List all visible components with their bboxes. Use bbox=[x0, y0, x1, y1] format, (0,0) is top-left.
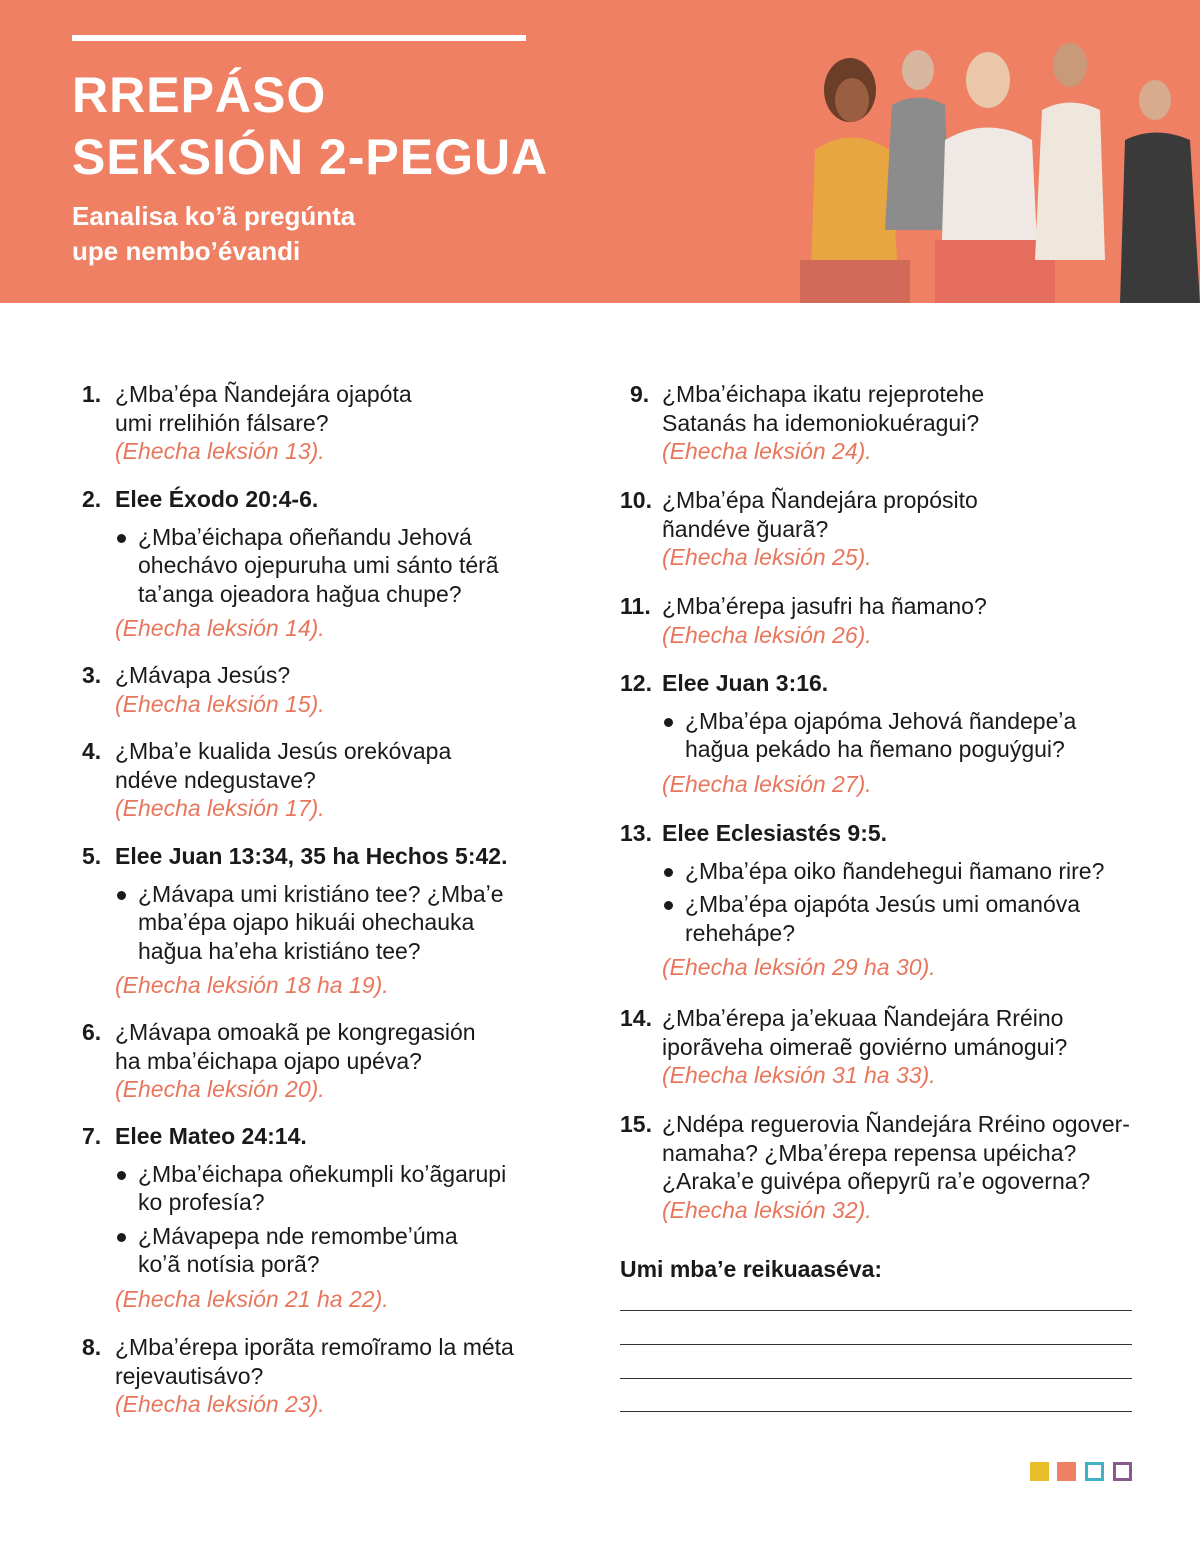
lesson-reference: (Ehecha leksión 31 ha 33). bbox=[662, 1062, 936, 1088]
question-text: ¿Mbaʼérepa jasufri ha ñamano? bbox=[662, 593, 987, 619]
lesson-reference: (Ehecha leksión 14). bbox=[115, 615, 325, 641]
note-line[interactable] bbox=[620, 1378, 1132, 1379]
note-line[interactable] bbox=[620, 1411, 1132, 1412]
question-6 bbox=[82, 1018, 532, 1104]
question-7 bbox=[82, 1122, 532, 1313]
question-9 bbox=[620, 380, 1140, 466]
question-text: ¿Mbaʼérepa jaʼekuaa Ñandejára Rréino bbox=[662, 1005, 1064, 1031]
scripture-heading: Elee Eclesiastés 9:5. bbox=[662, 820, 888, 846]
question-text: namaha? ¿Mbaʼérepa repensa upéicha? bbox=[662, 1139, 1077, 1166]
lesson-reference: (Ehecha leksión 15). bbox=[115, 690, 325, 717]
note-line[interactable] bbox=[620, 1310, 1132, 1311]
bullet-text: ¿Mbaʼépa ojapóta Jesús umi omanóva bbox=[685, 891, 1081, 917]
bullet-text: hağua pekádo ha ñemano poguýgui? bbox=[685, 736, 1065, 762]
bullet-text: ¿Mávapepa nde remombeʼúma bbox=[138, 1222, 458, 1249]
question-number: 11. bbox=[620, 593, 651, 619]
question-14 bbox=[620, 1004, 1140, 1090]
question-text: ¿Arakaʼe guivépa oñepyrũ raʼe ogoverna? bbox=[662, 1168, 1091, 1194]
question-number: 9. bbox=[630, 381, 650, 407]
question-number: 3. bbox=[82, 662, 102, 688]
scripture-heading: Elee Juan 3:16. bbox=[662, 670, 829, 696]
bullet-text: koʼã notísia porã? bbox=[138, 1251, 320, 1277]
scripture-heading: Elee Juan 13:34, 35 ha Hechos 5:42. bbox=[115, 843, 508, 869]
question-number: 12. bbox=[620, 670, 652, 696]
lesson-reference: (Ehecha leksión 25). bbox=[662, 544, 872, 570]
question-number: 5. bbox=[82, 843, 102, 869]
question-text: ha mbaʼéichapa ojapo upéva? bbox=[115, 1047, 422, 1074]
question-text: ¿Mbaʼépa Ñandejára propósito bbox=[662, 487, 978, 513]
bullet-text: hağua haʼeha kristiáno tee? bbox=[138, 937, 421, 964]
teal-outline-square-icon bbox=[1085, 1462, 1104, 1481]
question-number: 13. bbox=[620, 820, 652, 846]
lesson-reference: (Ehecha leksión 13). bbox=[115, 438, 325, 464]
question-number: 1. bbox=[82, 381, 102, 407]
subtitle-line-2: upe nemboʼévandi bbox=[72, 236, 301, 266]
title-line-2: SEKSIÓN 2-PEGUA bbox=[72, 129, 549, 185]
bullet-text: mbaʼépa ojapo hikuái ohechauka bbox=[138, 909, 475, 935]
question-text: ¿Mbaʼe kualida Jesús orekóvapa bbox=[115, 738, 452, 764]
question-15 bbox=[620, 1110, 1180, 1224]
question-number: 10. bbox=[620, 487, 652, 513]
lesson-reference: (Ehecha leksión 24). bbox=[662, 438, 872, 464]
page-title bbox=[72, 64, 548, 188]
bullet-item bbox=[115, 1160, 532, 1217]
purple-outline-square-icon bbox=[1113, 1462, 1132, 1481]
bullet-item bbox=[115, 523, 532, 609]
question-text: ndéve ndegustave? bbox=[115, 766, 316, 793]
question-8 bbox=[82, 1333, 542, 1419]
question-1 bbox=[82, 380, 532, 466]
scripture-heading: Elee Mateo 24:14. bbox=[115, 1123, 307, 1149]
lesson-reference: (Ehecha leksión 17). bbox=[115, 795, 325, 821]
lesson-reference: (Ehecha leksión 18 ha 19). bbox=[115, 972, 389, 998]
header-banner bbox=[0, 0, 1200, 303]
bullet-item bbox=[115, 880, 542, 966]
question-number: 8. bbox=[82, 1334, 102, 1360]
question-text: iporãveha oimeraẽ goviérno umánogui? bbox=[662, 1033, 1068, 1060]
question-4 bbox=[82, 737, 532, 823]
lesson-reference: (Ehecha leksión 29 ha 30). bbox=[662, 954, 936, 980]
question-5 bbox=[82, 842, 542, 1000]
scripture-heading: Elee Éxodo 20:4-6. bbox=[115, 486, 319, 512]
bullet-item bbox=[115, 1222, 532, 1279]
notes-heading: Umi mbaʼe reikuaaséva: bbox=[620, 1256, 883, 1282]
bullet-text: ¿Mávapa umi kristiáno tee? ¿Mbaʼe bbox=[138, 880, 504, 907]
bullet-text: ¿Mbaʼéichapa oñekumpli koʼãgarupi bbox=[138, 1160, 507, 1187]
question-2 bbox=[82, 485, 532, 643]
question-10 bbox=[620, 486, 1140, 572]
question-number: 7. bbox=[82, 1123, 102, 1149]
note-line[interactable] bbox=[620, 1344, 1132, 1345]
lesson-reference: (Ehecha leksión 27). bbox=[662, 770, 872, 797]
question-text: ¿Mávapa omoakã pe kongregasión bbox=[115, 1019, 476, 1045]
bullet-item bbox=[662, 857, 1140, 886]
bullet-item bbox=[662, 890, 1140, 947]
question-text: umi rrelihión fálsare? bbox=[115, 409, 329, 436]
subtitle-line-1: Eanalisa koʼã pregúnta bbox=[72, 201, 356, 231]
title-line-1: RREPÁSO bbox=[72, 67, 327, 123]
question-number: 6. bbox=[82, 1019, 102, 1045]
question-text: ¿Mávapa Jesús? bbox=[115, 662, 291, 688]
bullet-text: ¿Mbaʼépa oiko ñandehegui ñamano rire? bbox=[685, 857, 1105, 884]
question-text: ¿Ndépa reguerovia Ñandejára Rréino ogover- bbox=[662, 1111, 1130, 1137]
question-number: 4. bbox=[82, 738, 102, 764]
header-rule bbox=[72, 35, 526, 41]
bullet-text: taʼanga ojeadora hağua chupe? bbox=[138, 580, 462, 607]
question-3 bbox=[82, 661, 532, 718]
question-number: 14. bbox=[620, 1005, 652, 1031]
question-11 bbox=[620, 592, 1140, 649]
question-number: 15. bbox=[620, 1111, 652, 1137]
yellow-square-icon bbox=[1030, 1462, 1049, 1481]
lesson-reference: (Ehecha leksión 26). bbox=[662, 621, 872, 648]
question-text: rejevautisávo? bbox=[115, 1362, 264, 1389]
bullet-text: ¿Mbaʼéichapa oñeñandu Jehová bbox=[138, 523, 472, 550]
subtitle bbox=[72, 199, 355, 269]
question-12 bbox=[620, 669, 1140, 798]
lesson-reference: (Ehecha leksión 20). bbox=[115, 1076, 325, 1102]
bullet-text: ohechávo ojepuruha umi sánto térã bbox=[138, 552, 499, 578]
question-text: ¿Mbaʼéichapa ikatu rejeprotehe bbox=[662, 381, 985, 407]
question-text: Satanás ha idemoniokuéragui? bbox=[662, 409, 980, 436]
question-text: ¿Mbaʼépa Ñandejára ojapóta bbox=[115, 381, 412, 407]
bullet-text: ko profesía? bbox=[138, 1189, 265, 1215]
lesson-reference: (Ehecha leksión 32). bbox=[662, 1196, 872, 1223]
bullet-item bbox=[662, 707, 1140, 764]
bullet-text: rehehápe? bbox=[685, 919, 795, 946]
question-text: ¿Mbaʼérepa iporãta remoĩramo la méta bbox=[115, 1334, 514, 1360]
salmon-square-icon bbox=[1057, 1462, 1076, 1481]
question-13 bbox=[620, 819, 1140, 982]
lesson-reference: (Ehecha leksión 23). bbox=[115, 1391, 325, 1417]
question-number: 2. bbox=[82, 486, 102, 512]
question-text: ñandéve ğuarã? bbox=[662, 515, 829, 542]
group-illustration bbox=[760, 30, 1200, 303]
lesson-reference: (Ehecha leksión 21 ha 22). bbox=[115, 1285, 389, 1312]
bullet-text: ¿Mbaʼépa ojapóma Jehová ñandepeʼa bbox=[685, 707, 1077, 734]
